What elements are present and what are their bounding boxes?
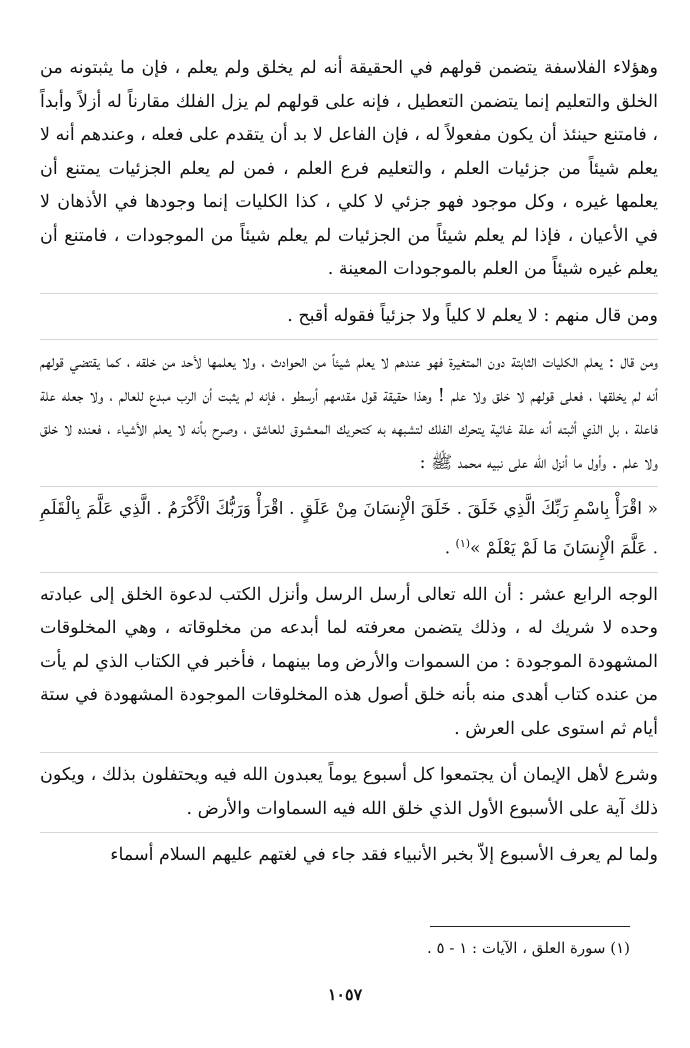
- footnote-divider: [430, 926, 630, 927]
- page-body: [40, 52, 658, 885]
- footnote: (١) سورة العلق ، الآيات : ١ - ٥ .: [426, 939, 630, 957]
- paragraph-week-names: ولما لم يعرف الأسبوع إلاّ بخبر الأنبياء فقد جاء في لغتهم عليهم السلام أسماء: [110, 845, 658, 866]
- paragraph-no-knowledge: ومن قال منهم : لا يعلم لا كلياً ولا جزئياً فقوله أقبح .: [40, 300, 658, 341]
- paragraph-weekly-gathering: وشرع لأهل الإيمان أن يجتمعوا كل أسبوع يوماً يعبدون الله فيه ويحتفلون بذلك ، ويكون ذلك آية على الأسبوع الأول الذي خلق الله فيه السماوات والأرض .: [40, 759, 658, 833]
- quran-verse-end: .: [444, 538, 456, 559]
- footnote-reference: (١): [455, 536, 471, 550]
- paragraph-philosophers: وهؤلاء الفلاسفة يتضمن قولهم في الحقيقة أنه لم يخلق ولم يعلم ، فإن ما يثبتونه من الخلق والتعليم إنما يتضمن التعطيل ، فإنه على قولهم لم يزل الفلك مقارناً له أزلاً وأبداً ، فامتنع حينئذ أن يكون مفعولاً له ، فإن الفاعل لا بد أن يتقدم على فعله ، وعندهم أنه لا يعلم شيئاً من جزئيات العلم ، والتعليم فرع العلم ، فمن لم يعلم الجزئيات يمتنع أن يعلمها غيره ، وكل موجود فهو جزئي لا كلي ، كذا الكليات إنما وجودها في الأذهان لا في الأعيان ، فإذا لم يعلم شيئاً من الجزئيات لم يعلم شيئاً من الموجودات ، فامتنع أن يعلم غيره شيئاً من العلم بالموجودات المعينة .: [40, 52, 658, 294]
- quran-quote: [40, 493, 658, 573]
- page-number: ١٠٥٧: [327, 985, 363, 1004]
- quran-verse-text: « اقْرَأْ بِاسْمِ رَبِّكَ الَّذِي خَلَقَ . خَلَقَ الْإِنسَانَ مِنْ عَلَقٍ . اقْرَأْ وَرَبُّكَ الْأَكْرَمُ . الَّذِي عَلَّمَ بِالْقَلَمِ . عَلَّمَ الْإِنسَانَ مَا لَمْ يَعْلَمْ »: [40, 499, 658, 559]
- paragraph-universals: ومن قال : يعلم الكليات الثابتة دون المتغيرة فهو عندهم لا يعلم شيئاً من الحوادث ، ولا يعلمها لأحد من خلقه ، كما يقتضي قولهم أنه لم يخلقها ، فعلى قولهم لا خلق ولا علم ! وهذا حقيقة قول مقدمهم أرسطو ، فإنه لم يثبت أن الرب مبدع للعالم ، ولا جعله علة فاعلة ، بل الذي أثبته أنه علة غائية يتحرك الفلك لتشبهه به كتحريك المعشوق للعاشق ، وصرح بأنه لا يعلم الأشياء ، فعنده لا خلق ولا علم . وأول ما أنزل الله على نبيه محمد ﷺ :: [40, 346, 658, 487]
- paragraph-fourteenth-aspect: الوجه الرابع عشر : أن الله تعالى أرسل الرسل وأنزل الكتب لدعوة الخلق إلى عبادته وحده لا شريك له ، وذلك يتضمن معرفته لما أبدعه من مخلوقاته ، وهي المخلوقات المشهودة الموجودة : من السموات والأرض وما بينهما ، فأخبر في الكتاب الذي لم يأت من عنده كتاب أهدى منه بأنه خلق أصول هذه المخلوقات الموجودة المشهودة في ستة أيام ثم استوى على العرش .: [40, 579, 658, 754]
